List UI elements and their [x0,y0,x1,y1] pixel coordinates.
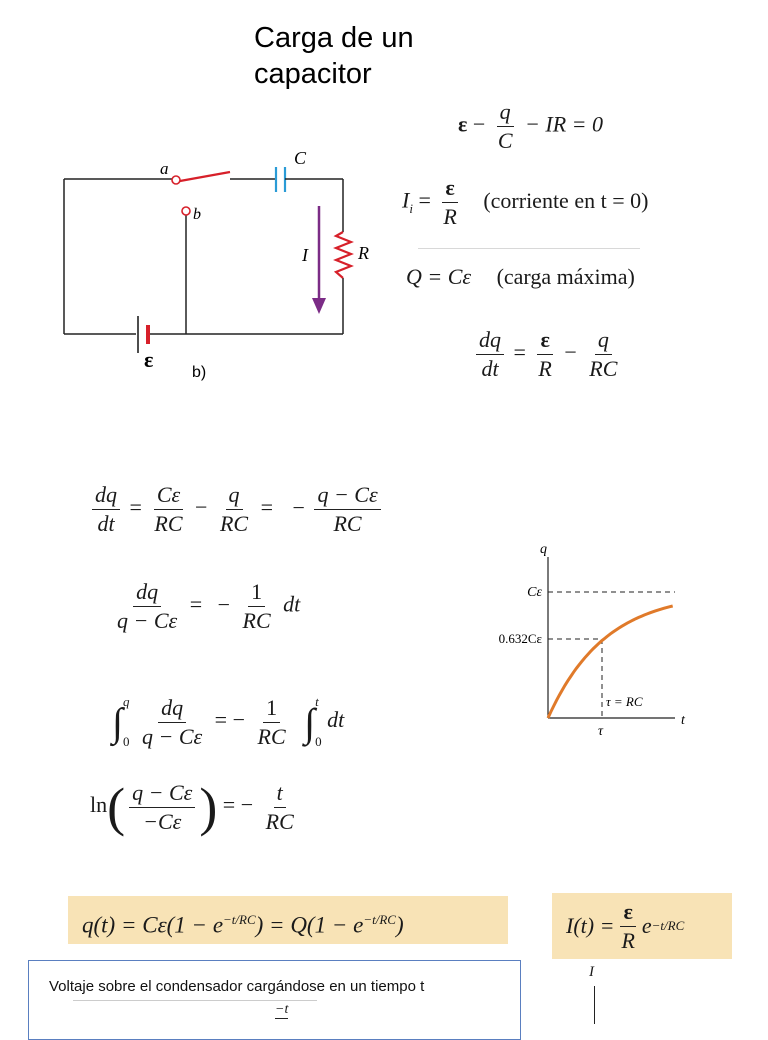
charge-result-part-3: ) [395,912,404,938]
equation-max-charge [406,264,635,290]
current-symbol: I [402,187,410,213]
equation-rest: − IR = 0 [525,111,603,137]
fraction-q-rc [217,483,251,536]
fraction-dq-dt [476,328,504,381]
denominator: RC [333,511,362,536]
fraction-q-rc [586,328,620,381]
fraction-one-rc [240,580,274,633]
equals-sign: = [129,494,142,520]
numerator: ε [442,176,457,203]
numerator: dq [92,483,120,510]
equals-sign: = [513,339,526,365]
fraction-emf-over-r [440,176,459,229]
numerator: 1 [248,580,265,607]
integral-sign-2: ∫ [304,699,316,745]
denominator: RC [242,608,271,633]
numerator: q − Cε [314,483,380,510]
denominator: dt [481,356,499,381]
page-title [254,20,414,92]
x-axis-label: t [681,713,685,728]
denominator: dt [97,511,115,536]
integral-limits-2 [315,682,322,762]
minus-sign: − [195,494,208,520]
switch-arm [180,172,230,181]
label-current: I [302,245,308,265]
voltage-description: Voltaje sobre el condensador cargándose en un tiempo t [49,978,425,995]
upper-limit: t [315,694,319,709]
label-emf: ε [144,347,154,372]
resistor-zigzag [336,232,351,278]
equation-step-2 [110,580,300,633]
y-axis-label: q [540,542,547,557]
denominator: RC [265,808,294,834]
switch-terminal-a [172,176,180,184]
denominator: q − Cε [141,723,203,749]
numerator: dq [158,696,186,723]
equation-step-1 [88,483,385,536]
fraction-emf-r [618,900,637,953]
charge-exponent-2: −t/RC [363,912,396,927]
numerator: q [595,328,612,355]
divider [418,248,640,249]
equation-dqdt [472,328,624,381]
current-subscript: i [409,200,413,216]
differential-dt: dt [327,707,345,733]
denominator: RC [589,356,618,381]
fraction-qce-over-negce [129,781,195,834]
numerator: ε [537,328,552,355]
voltage-info-box [28,960,521,1040]
charge-result-box [68,896,508,944]
level-max-label: Cε [527,585,542,600]
denominator: R [538,356,552,381]
current-graph-y-axis [594,986,595,1024]
equation-step-3 [112,682,344,762]
minus-sign: − [472,111,486,137]
lower-limit: 0 [315,734,322,749]
current-result-box [552,893,732,959]
equation-step-4 [90,776,301,838]
current-graph-ylabel: I [589,964,594,980]
label-b: b [193,206,201,223]
minus-sign: − [217,591,231,617]
equals-sign: = − [214,707,245,733]
switch-terminal-b [182,207,190,215]
charge-result-part-2: ) = Q(1 − e [255,912,364,938]
lower-limit: 0 [122,734,130,749]
equals-sign: = [418,187,431,213]
denominator: q − Cε [117,608,178,633]
paren-close: ) [199,777,218,837]
fraction-t-rc [263,781,297,834]
voltage-exponent-partial: −t [275,1002,289,1017]
tau-tick-label: τ [598,724,604,739]
numerator: ε [620,900,635,927]
denominator: −Cε [143,808,182,834]
integral-limits [123,682,130,762]
numerator: dq [476,328,504,355]
numerator: q [497,100,514,127]
integral-sign: ∫ [112,699,123,745]
numerator: Cε [154,483,183,510]
voltage-formula-frame [73,1000,317,1001]
fraction-ce-rc [151,483,185,536]
current-arrow-head [312,298,326,314]
numerator: 1 [263,696,280,723]
fraction-dq-dt [92,483,120,536]
equals-sign: = [189,591,203,617]
differential-dt: dt [283,591,301,617]
label-capacitor: C [294,148,307,168]
max-charge-expression: Q = Cε [406,264,472,289]
fraction-dq-over-qce [114,580,180,633]
title-line-1: Carga de un [254,22,414,54]
fraction-dq-over-qce [139,696,205,749]
equals-sign: = − [222,792,254,818]
numerator: dq [133,580,161,607]
label-part-b: b) [192,364,207,381]
numerator: q − Cε [129,781,195,808]
denominator: RC [257,723,286,749]
fraction-one-rc [255,696,289,749]
tau-rc-label: τ = RC [606,694,643,709]
level-632-label: 0.632Cε [498,631,542,646]
minus-sign: − [292,494,305,520]
charge-result-part-1: q(t) = Cε(1 − e [82,912,224,938]
paren-open: ( [107,777,126,837]
denominator: R [621,927,635,953]
equation-note: (corriente en t = 0) [483,187,649,213]
emf-symbol: ε [458,111,468,137]
numerator: q [226,483,243,510]
equation-kirchhoff [458,100,603,153]
label-a: a [160,159,169,178]
equation-initial-current [402,176,648,229]
minus-sign: − [564,339,577,365]
denominator: RC [154,511,183,536]
charge-exponent-1: −t/RC [223,912,256,927]
denominator: C [497,128,513,153]
rc-circuit-diagram [40,140,380,390]
numerator: t [274,781,286,808]
upper-limit: q [122,694,130,709]
current-lhs: I(t) = [566,913,615,938]
equals-sign: = [260,494,274,520]
fraction-q-over-c [495,100,516,153]
charge-time-graph [470,535,700,745]
exp-base: e [641,913,652,938]
title-line-2: capacitor [254,58,372,90]
current-exponent: −t/RC [651,918,685,933]
denominator: RC [219,511,249,536]
denominator: R [443,204,457,229]
equation-note: (carga máxima) [496,264,635,289]
label-resistor: R [358,243,369,263]
fraction-emf-r [535,328,554,381]
fraction-qce-rc [314,483,380,536]
ln-function: ln [90,792,108,818]
